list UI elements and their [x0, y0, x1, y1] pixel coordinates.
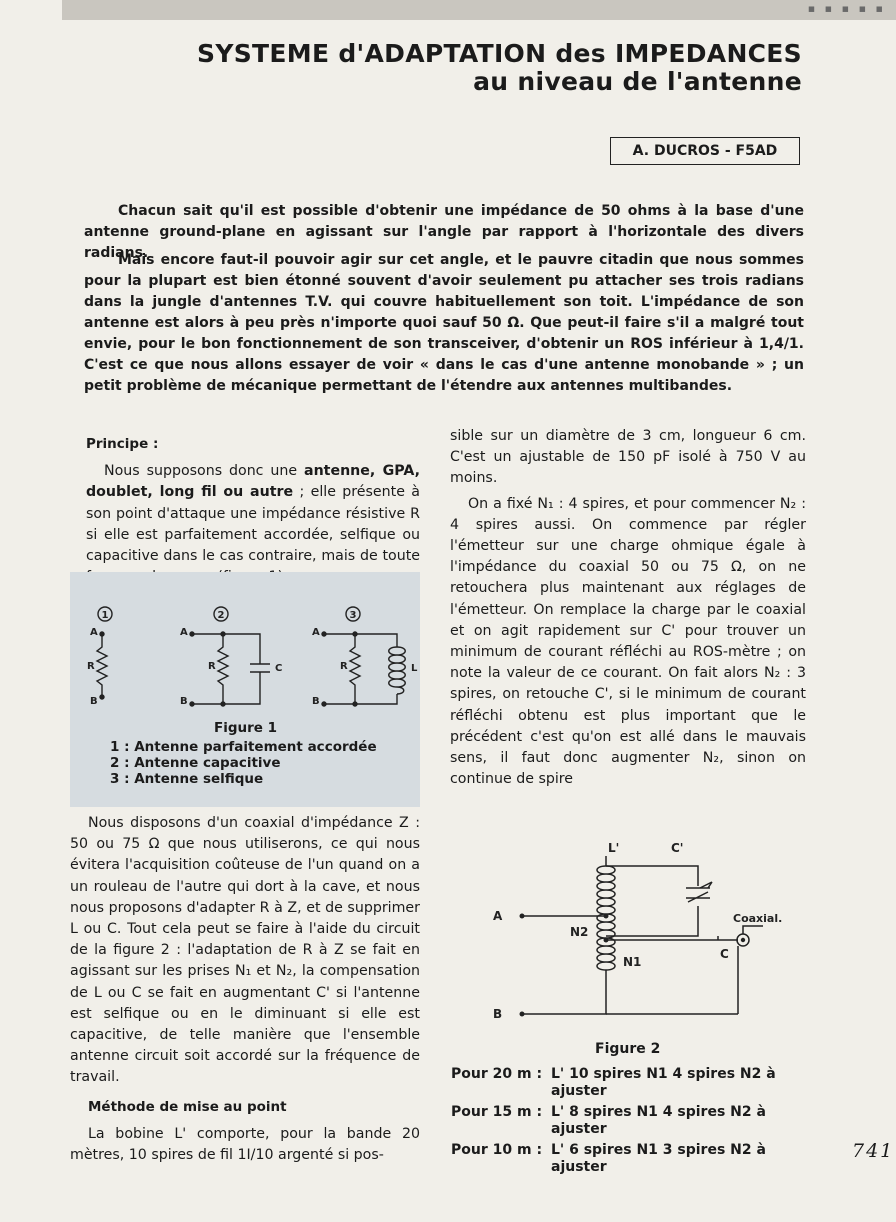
right-column — [450, 426, 806, 790]
fig2-variable-capacitor — [686, 888, 710, 902]
title-line-2: au niveau de l'antenne — [473, 67, 802, 96]
fig1-resistor-3 — [350, 634, 360, 704]
fig2-label-n1: N1 — [623, 955, 642, 969]
fig1-num-3: 3 — [349, 610, 357, 621]
fig1-l-label: L — [411, 663, 418, 674]
fig2-label-n2: N2 — [570, 925, 589, 939]
article-title — [62, 40, 802, 96]
figure-2 — [488, 836, 788, 1040]
section-heading-principe: Principe : — [86, 436, 159, 452]
left-column-bottom — [70, 813, 420, 1166]
header-band-text: ▪ ▪ ▪ ▪ ▪ — [807, 2, 886, 15]
fig2-label-a: A — [493, 909, 503, 923]
right-paragraph-1: sible sur un diamètre de 3 cm, longueur 6 cm. C'est un ajustable de 150 pF isolé à 750 V au moins. — [450, 428, 806, 487]
fig1-pin-b-1: B — [90, 696, 98, 707]
fig1-r-2: R — [208, 661, 216, 672]
section-heading-methode: Méthode de mise au point — [88, 1098, 287, 1115]
fig2-label-b: B — [493, 1007, 503, 1021]
header-band — [62, 0, 896, 20]
intro-paragraph-2: Mais encore faut-il pouvoir agir sur cet angle, et le pauvre citadin que nous sommes pour la plupart est bien étonné souvent d'avoir seulement pu attacher ses trois radians dans la jungle d'antennes T.V. qui couvre habituellement son toit. L'impédance de son antenne est alors à peu près n'importe quoi sauf 50 Ω. Que peut-il faire s'il a malgré tout envie, pour le bon fonctionnement de son transceiver, d'obtenir un ROS inférieur à 1,4/1. C'est ce que nous allons essayer de voir « dans le cas d'une antenne monobande » ; un petit problème de mécanique permettant de l'étendre aux antennes multibandes. — [84, 252, 804, 394]
fig1-resistor-2 — [218, 634, 228, 704]
left-column-top — [86, 434, 420, 588]
figure-1-caption — [108, 720, 408, 787]
table-row: Pour 15 m : L' 8 spires N1 4 spires N2 à ajuster — [451, 1104, 766, 1137]
figure-2-title: Figure 2 — [595, 1041, 661, 1057]
left-paragraph-1: Nous supposons donc une antenne, GPA, doublet, long fil ou autre ; elle présente à son point d'attaque une impédance résistive R si elle est parfaitement accordée, selfique ou capacitive dans le cas contraire, mais de toute — [86, 463, 420, 565]
fig1-num-1: 1 — [101, 610, 109, 621]
figure-1-legend-3: 3 : Antenne selfique — [110, 771, 264, 787]
figure-1-legend-1: 1 : Antenne parfaitement accordée — [110, 739, 377, 755]
title-line-1: SYSTEME d'ADAPTATION des IMPEDANCES — [197, 39, 802, 68]
fig1-inductor — [389, 647, 406, 694]
right-paragraph-2: On a fixé N₁ : 4 spires, et pour commencer N₂ : 4 spires aussi. On commence par régler l'émetteur sur une charge ohmique égale à l'impédance du coaxial 50 ou 75 Ω, on ne retouchera plus maintenant aux réglages de l'émetteur. On remplace la charge par le coaxial et on agit rapidement sur C' pour trouver un minimum de courant réfléchi au ROS-mètre ; on note la valeur de ce courant. On fait alors N₂ : 3 spires, on retouche C', si le minimum de courant réfléchi obtenu est plus important que le précédent c'est qu'on est allé dans le mauvais sens, il faut donc augmenter N₂, sinon on continue de spire — [450, 495, 806, 788]
left-paragraph-3: La bobine L' comporte, pour la bande 20 mètres, 10 spires de fil 1I/10 argenté si pos- — [70, 1125, 420, 1164]
fig1-pin-a-3: A — [312, 627, 320, 638]
author-box: A. DUCROS - F5AD — [610, 137, 800, 165]
table-row: Pour 10 m : L' 6 spires N1 3 spires N2 à ajuster — [451, 1142, 766, 1175]
fig1-c-label: C — [275, 663, 283, 674]
fig2-label-c: C — [720, 947, 729, 961]
fig1-r-1: R — [87, 661, 95, 672]
fig2-label-coax: Coaxial. — [733, 912, 783, 925]
figure-2-table — [451, 1066, 811, 1180]
table-row: Pour 20 m : L' 10 spires N1 4 spires N2 à ajuster — [451, 1066, 776, 1099]
fig2-label-lp: L' — [608, 841, 620, 855]
fig1-pin-b-2: B — [180, 696, 188, 707]
fig1-pin-a-1: A — [90, 627, 98, 638]
page-number: 741 — [852, 1140, 895, 1162]
fig1-pin-b-3: B — [312, 696, 320, 707]
fig1-pin-a-2: A — [180, 627, 188, 638]
fig2-label-cp: C' — [671, 841, 684, 855]
fig1-capacitor — [192, 634, 270, 704]
fig1-resistor-1 — [97, 634, 107, 697]
figure-2-schematic — [488, 836, 788, 1036]
intro-paragraph-1: Chacun sait qu'il est possible d'obtenir une impédance de 50 ohms à la base d'une antenne ground-plane en agissant sur l'angle par rapport à l'horizontale des divers radians. — [84, 203, 804, 261]
fig2-coaxial — [606, 926, 763, 1014]
fig1-r-3: R — [340, 661, 348, 672]
figure-1-title: Figure 1 — [214, 720, 278, 736]
left-paragraph-2: Nous disposons d'un coaxial d'impédance Z : 50 ou 75 Ω que nous utiliserons, ce qui nous évitera l'acquisition coûteuse de l'un quand on a un rouleau de l'autre qui dort à la cave, et nous nous proposons d'adapter R à Z, et de supprimer L ou C. Tout cela peut se faire à l'aide du circuit de la figure 2 : l'adaptation de R à Z se fait en agissant sur les prises N₁ et N₂, la compensation de L ou C se fait en augmentant C' si l'antenne est selfique ou en le diminuant si elle est capacitive, de telle manière que l'ensemble antenne circuit soit accordé sur la fréquence de travail. — [70, 815, 420, 1086]
fig1-num-2: 2 — [217, 610, 225, 621]
figure-1-legend-2: 2 : Antenne capacitive — [110, 755, 281, 771]
